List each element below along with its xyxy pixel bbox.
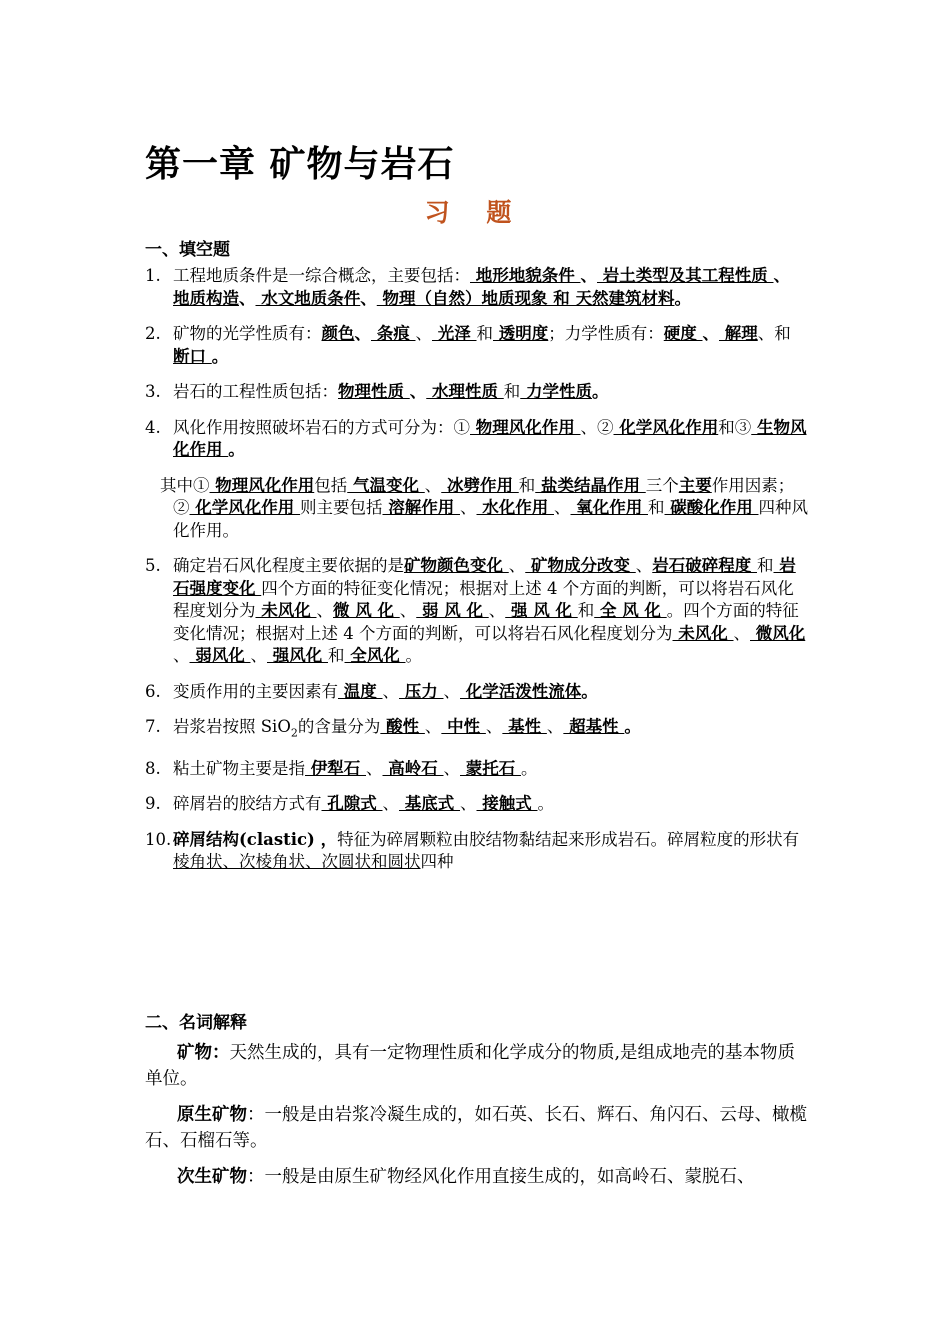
text-run: 、: [250, 646, 267, 665]
text-run: 岩浆岩按照 SiO: [173, 717, 291, 736]
definition-primary-mineral: [145, 1102, 810, 1154]
question-10: [145, 829, 810, 874]
text-run: 7.: [145, 717, 161, 736]
text-run: 岩石的工程性质包括：: [173, 382, 338, 401]
question-9: [145, 793, 810, 816]
question-6: [145, 681, 810, 704]
question-8: [145, 758, 810, 781]
text-run: 。: [581, 681, 598, 701]
text-run: 、: [415, 324, 432, 343]
text-run: 、: [554, 498, 571, 517]
text-run: 全风化: [344, 646, 406, 665]
text-run: 碎屑结构(clastic) ，: [173, 829, 338, 849]
text-run: 地形地貌条件: [470, 266, 581, 285]
text-run: 四种: [420, 852, 454, 872]
text-run: 、: [424, 475, 442, 495]
text-run: 、: [366, 758, 383, 778]
text-run: 的含量分为: [297, 717, 381, 736]
text-run: 物理性质: [338, 382, 410, 401]
text-run: 未风化: [255, 601, 317, 620]
text-run: 。: [211, 346, 229, 366]
text-run: 、: [382, 794, 399, 814]
text-run: 物理风化作用: [209, 475, 315, 495]
text-run: 变质作用的主要因素有: [173, 681, 338, 701]
text-run: 化学风化作用: [189, 498, 300, 517]
text-run: 、: [702, 324, 719, 343]
text-run: 和: [328, 646, 345, 665]
text-run: 、: [635, 556, 653, 575]
text-run: 碎屑岩的胶结方式有: [173, 794, 322, 814]
text-run: 全 风 化: [594, 601, 667, 620]
text-run: 。: [537, 794, 554, 814]
text-run: 、: [354, 324, 371, 343]
question-7: [145, 716, 810, 745]
text-run: 透明度: [493, 324, 549, 343]
text-run: 岩土类型及其工程性质: [597, 266, 774, 285]
text-run: 岩石破碎程度: [652, 556, 757, 575]
text-run: 6.: [145, 681, 161, 701]
text-run: 硬度: [663, 324, 703, 343]
definition-secondary-mineral: [145, 1164, 810, 1190]
text-run: 4.: [145, 417, 161, 437]
text-run: 气温变化: [347, 475, 425, 495]
text-run: 。: [521, 758, 538, 778]
text-run: 和: [577, 601, 595, 620]
text-run: 、和: [757, 324, 791, 343]
text-run: 冰劈作用: [441, 475, 519, 495]
text-run: 1.: [145, 266, 161, 285]
text-run: 水理性质: [426, 382, 504, 401]
text-run: 3.: [145, 382, 161, 401]
question-3: [145, 381, 810, 404]
text-run: 、: [424, 717, 442, 736]
text-run: 矿物成分改变: [525, 556, 636, 575]
text-run: 、: [460, 498, 477, 517]
text-run: 水文地质条件: [255, 288, 361, 308]
text-run: 物理（自然）地质现象 和 天然建筑材料: [376, 288, 675, 308]
text-run: 伊犁石: [305, 758, 366, 778]
text-run: 地质构造: [173, 288, 239, 308]
text-run: 物理风化作用: [470, 417, 581, 437]
text-run: 基底式: [399, 794, 460, 814]
text-run: 矿物颜色变化: [404, 556, 509, 575]
text-run: 光泽: [432, 324, 477, 343]
text-run: 强 风 化: [505, 601, 578, 620]
text-run: 和: [503, 382, 521, 401]
text-run: 。: [405, 646, 422, 665]
section-fill-blank-heading: 一、填空题: [145, 240, 230, 260]
text-run: 超基性: [563, 717, 625, 736]
text-run: 颜色: [321, 324, 355, 343]
text-run: 包括: [314, 475, 348, 495]
text-run: 解理: [719, 324, 758, 343]
text-run: 四个方面的特征变化情况；根据对上述 4 个方面的判断，可以将岩石风化程度划分为: [173, 578, 794, 620]
text-run: 工程地质条件是一综合概念，主要包括：: [173, 266, 470, 285]
text-run: 、: [443, 758, 460, 778]
text-run: 、: [773, 266, 790, 285]
text-run: 、: [173, 646, 190, 665]
text-run: 、②: [580, 417, 614, 437]
text-run: 基性: [502, 717, 547, 736]
text-run: 、: [399, 601, 417, 620]
exercise-subtitle: 习 题: [424, 198, 526, 227]
text-run: 粘土矿物主要是指: [173, 758, 305, 778]
text-run: 、: [382, 681, 399, 701]
text-run: 棱角状、次棱角状、次圆状和圆状: [173, 852, 421, 872]
text-run: ：一般是由原生矿物经风化作用直接生成的，如高岭石、蒙脱石、: [247, 1167, 755, 1187]
text-run: 和③: [718, 417, 752, 437]
text-run: 和: [518, 475, 536, 495]
text-run: 、: [443, 681, 460, 701]
text-run: 其中①: [160, 475, 210, 495]
text-run: 盐类结晶作用: [535, 475, 646, 495]
text-run: 和: [476, 324, 493, 343]
text-run: 岩石强度变化: [173, 556, 796, 598]
text-run: 9.: [145, 794, 161, 814]
text-run: 接触式: [476, 794, 538, 814]
text-run: 、: [488, 601, 506, 620]
text-run: 微 风 化: [333, 601, 400, 620]
text-run: 风化作用按照破坏岩石的方式可分为：①: [173, 417, 470, 437]
text-run: 水化作用: [476, 498, 554, 517]
text-run: 强风化: [267, 646, 328, 665]
text-run: 特征为碎屑颗粒由胶结物黏结起来形成岩石。碎屑粒度的形状有: [337, 829, 800, 849]
text-run: 化学活泼性流体: [460, 681, 582, 701]
chapter-title: 第一章 矿物与岩石: [145, 144, 455, 185]
text-run: 。: [592, 382, 609, 401]
text-run: 溶解作用: [382, 498, 460, 517]
text-run: 、: [508, 556, 526, 575]
text-run: 。四个方面的特征变化情况；根据对上述 4 个方面的判断，可以将岩石风化程度划分为: [173, 601, 799, 643]
text-run: 氧化作用: [570, 498, 648, 517]
text-run: 微风化: [750, 623, 806, 643]
text-run: 酸性: [380, 717, 425, 736]
text-run: ；力学性质有：: [548, 324, 664, 343]
text-run: 三个: [645, 475, 679, 495]
text-run: 温度: [338, 681, 383, 701]
text-run: 、: [733, 623, 750, 643]
text-run: 原生矿物: [177, 1105, 247, 1125]
text-run: 次生矿物: [177, 1167, 247, 1187]
text-run: 弱风化: [189, 646, 251, 665]
definitions-list: [145, 1040, 810, 1200]
text-run: 断口: [173, 346, 212, 366]
text-run: 蒙托石: [460, 758, 521, 778]
text-run: 和: [757, 556, 774, 575]
text-run: 、: [485, 717, 503, 736]
text-run: 。: [228, 440, 245, 459]
text-run: 压力: [399, 681, 444, 701]
text-run: 力学性质: [520, 382, 592, 401]
text-run: 、: [360, 288, 377, 308]
text-run: 、: [409, 382, 427, 401]
text-run: 、: [316, 601, 333, 620]
text-run: 主要: [678, 475, 712, 495]
text-run: 。: [624, 717, 641, 736]
text-run: 碳酸化作用: [664, 498, 759, 517]
text-run: 作用因素；②: [173, 475, 795, 517]
text-run: 生物风化作用: [173, 417, 807, 459]
question-1: [145, 265, 810, 310]
text-run: 、: [580, 266, 597, 285]
text-run: 和: [648, 498, 665, 517]
text-run: 5.: [145, 556, 161, 575]
text-run: 8.: [145, 758, 161, 778]
question-5: [145, 555, 810, 668]
question-2: [145, 323, 810, 368]
text-run: 2: [290, 726, 298, 740]
question-4: [145, 417, 810, 462]
text-run: 则主要包括: [300, 498, 383, 517]
fill-blank-list: [145, 265, 810, 887]
question-4-continuation: [145, 475, 810, 543]
text-run: 天然生成的，具有一定物理性质和化学成分的物质,是组成地壳的基本物质单位。: [145, 1043, 796, 1089]
text-run: ：一般是由岩浆冷凝生成的，如石英、长石、辉石、角闪石、云母、橄榄石、石榴石等。: [145, 1105, 807, 1151]
text-run: 矿物：: [177, 1043, 230, 1063]
text-run: 。: [674, 288, 691, 308]
definition-mineral: [145, 1040, 810, 1092]
text-run: 10.: [145, 829, 172, 849]
text-run: 矿物的光学性质有：: [173, 324, 322, 343]
text-run: 弱 风 化: [416, 601, 489, 620]
text-run: 中性: [441, 717, 486, 736]
text-run: 未风化: [672, 623, 734, 643]
text-run: 确定岩石风化程度主要依据的是: [173, 556, 404, 575]
text-run: 条痕: [371, 324, 416, 343]
text-run: 化学风化作用: [613, 417, 719, 437]
text-run: 、: [460, 794, 477, 814]
text-run: 2.: [145, 324, 161, 343]
text-run: 孔隙式: [321, 794, 383, 814]
section-definitions-heading: 二、名词解释: [145, 1013, 247, 1033]
text-run: 、: [239, 288, 256, 308]
text-run: 、: [546, 717, 564, 736]
text-run: 高岭石: [382, 758, 444, 778]
text-run: 四种风化作用。: [173, 498, 808, 540]
